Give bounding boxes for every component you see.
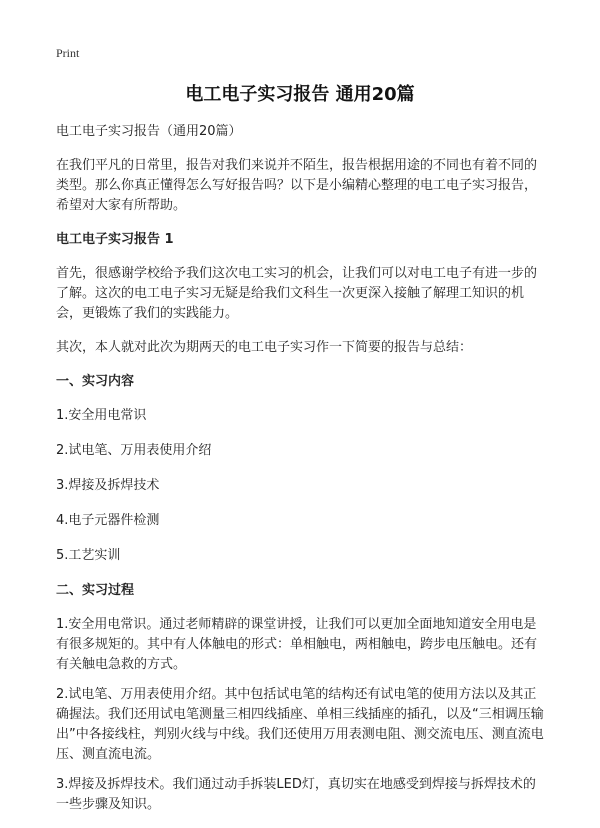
intro-paragraph: 在我们平凡的日常里，报告对我们来说并不陌生，报告根据用途的不同也有着不同的类型。那么你真正懂得怎么写好报告吗？以下是小编精心整理的电工电子实习报告，希望对大家有所帮助。 <box>56 158 538 213</box>
paragraph-1: 首先，很感谢学校给予我们这次电工实习的机会，让我们可以对电工电子有进一步的了解。这次的电工电子实习无疑是给我们文科生一次更深入接触了解理工知识的机会，更锻炼了我们的实践能力。 <box>56 266 538 321</box>
section-2-heading: 二、实习过程 <box>56 583 135 598</box>
document-subtitle: 电工电子实习报告（通用20篇） <box>56 124 242 139</box>
list-item: 1.安全用电常识 <box>56 408 147 423</box>
list-item: 3.焊接及拆焊技术 <box>56 478 160 493</box>
process-paragraph: 2.试电笔、万用表使用介绍。其中包括试电笔的结构还有试电笔的使用方法以及其正确握法。我们还用试电笔测量三相四线插座、单相三线插座的插孔，以及“三相调压输出”中各接线柱，判别火线与中线。我们还使用万用表测电阻、测交流电压、测直流电压、测直流电流。 <box>56 687 544 762</box>
page-title: 电工电子实习报告 通用20篇 <box>185 84 415 105</box>
process-paragraph: 3.焊接及拆焊技术。我们通过动手拆装LED灯，真切实在地感受到焊接与拆焊技术的一些步骤及知识。 <box>56 777 536 812</box>
document-body <box>56 122 548 825</box>
list-item: 4.电子元器件检测 <box>56 513 160 528</box>
report-heading: 电工电子实习报告 1 <box>56 232 174 247</box>
paragraph-2: 其次，本人就对此次为期两天的电工电子实习作一下简要的报告与总结： <box>56 340 473 355</box>
list-item: 5.工艺实训 <box>56 548 121 563</box>
process-paragraph: 1.安全用电常识。通过老师精辟的课堂讲授，让我们可以更加全面地知道安全用电是有很多规矩的。其中有人体触电的形式：单相触电，两相触电，跨步电压触电。还有有关触电急救的方式。 <box>56 617 538 672</box>
list-item: 2.试电笔、万用表使用介绍 <box>56 443 212 458</box>
print-link[interactable]: Print <box>56 46 80 60</box>
section-1-heading: 一、实习内容 <box>56 374 135 389</box>
